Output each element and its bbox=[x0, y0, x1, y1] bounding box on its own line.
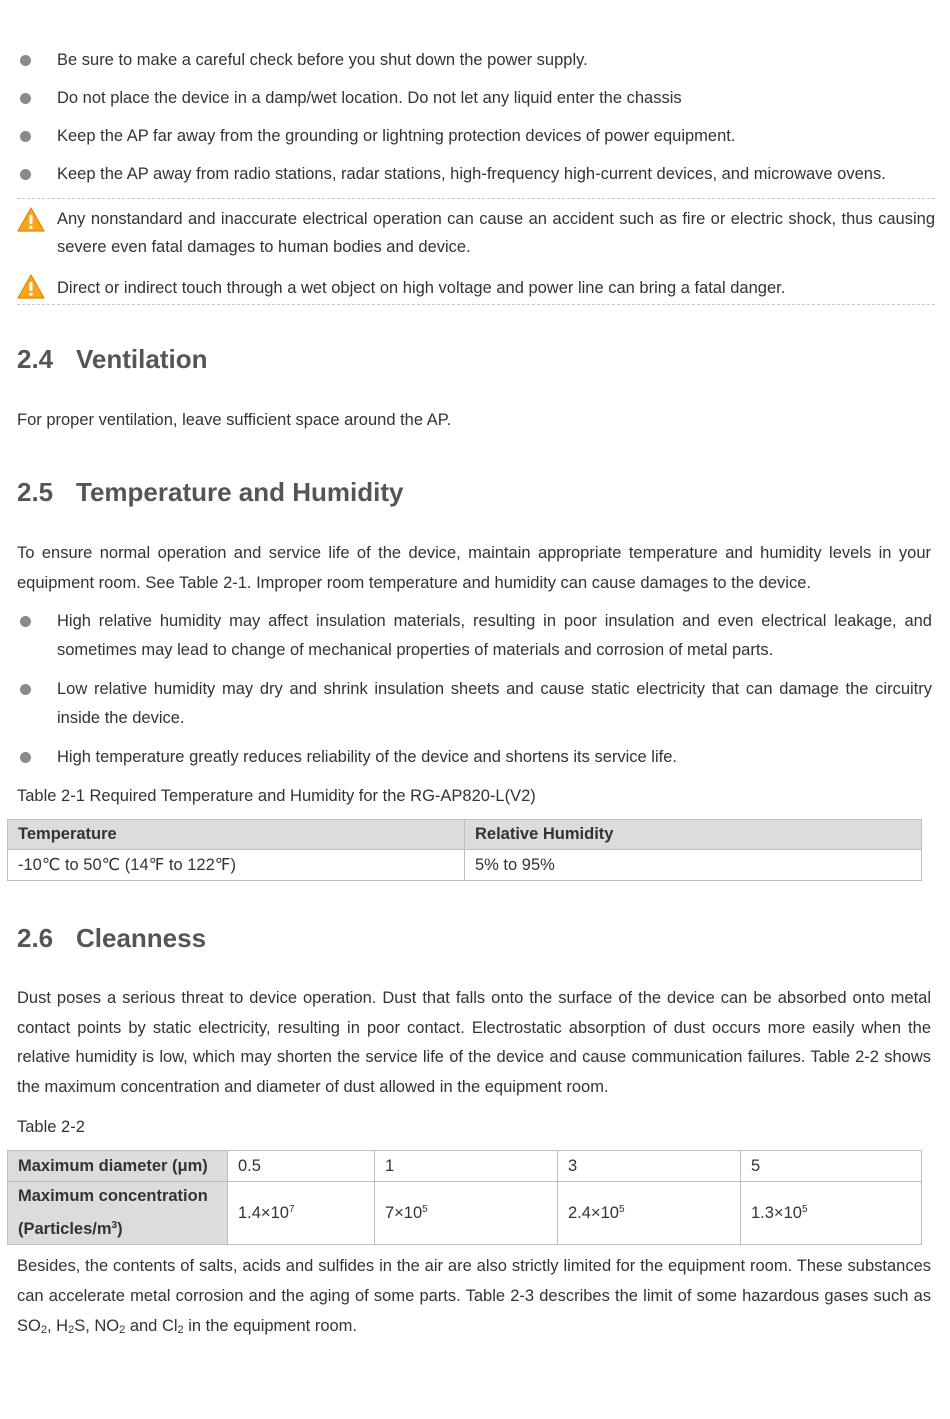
table-cell: -10℃ to 50℃ (14℉ to 122℉) bbox=[8, 850, 465, 881]
table-row bbox=[8, 1182, 922, 1245]
row-header-line: Maximum concentration bbox=[18, 1187, 208, 1205]
value-base: 1.4×10 bbox=[238, 1203, 289, 1222]
paragraph: Dust poses a serious threat to device operation. Dust that falls onto the surface of the device can be absorbed onto metal contact points by static electricity, resulting in poor contact. Electrostatic absorption of dust occurs more easily when the relative humidity is low, which may shorten the service life of the device and cause communication failures. Table 2-2 shows the maximum concentration and diameter of dust allowed in the equipment room. bbox=[17, 989, 931, 1096]
section-heading-cleanness bbox=[17, 923, 206, 954]
warning-triangle-icon bbox=[17, 207, 45, 233]
value-base: 1.3×10 bbox=[751, 1203, 802, 1222]
subscript: 2 bbox=[119, 1324, 126, 1336]
section-heading-ventilation bbox=[17, 344, 207, 375]
warning-triangle-icon bbox=[17, 274, 45, 300]
bullet-icon bbox=[20, 169, 31, 180]
warning-item bbox=[17, 205, 935, 261]
warning-text: Any nonstandard and inaccurate electrical operation can cause an accident such as fire or electric shock, thus causing severe even fatal damages to human bodies and device. bbox=[57, 210, 935, 256]
table-cell bbox=[741, 1182, 922, 1245]
table-cell: 5 bbox=[741, 1151, 922, 1182]
section-title: Temperature and Humidity bbox=[76, 477, 404, 507]
table-row bbox=[8, 850, 922, 881]
superscript: 3 bbox=[111, 1220, 118, 1231]
paragraph bbox=[17, 1251, 931, 1345]
value-exponent: 5 bbox=[801, 1203, 808, 1215]
table-cell: 3 bbox=[558, 1151, 741, 1182]
table-cell: 0.5 bbox=[228, 1151, 375, 1182]
value-base: 2.4×10 bbox=[568, 1203, 619, 1222]
subscript: 2 bbox=[40, 1324, 47, 1336]
list-item-text: Do not place the device in a damp/wet location. Do not let any liquid enter the chassis bbox=[57, 89, 682, 107]
list-item bbox=[0, 743, 950, 781]
table-header-row bbox=[8, 820, 922, 850]
warning-block bbox=[17, 198, 935, 305]
paragraph-text: Besides, the contents of salts, acids and sulfides in the air are also strictly limited for the equipment room. These substances can accelerate metal corrosion and the aging of some parts. Table 2-3 describes the limit of some hazardous gases such as SO bbox=[17, 1257, 931, 1335]
value-exponent: 5 bbox=[422, 1203, 428, 1215]
bullet-icon bbox=[20, 55, 31, 66]
table-header-cell: Temperature bbox=[8, 820, 465, 850]
section-number: 2.4 bbox=[17, 344, 54, 374]
list-item-text: Low relative humidity may dry and shrink insulation sheets and cause static electricity that can damage the circuitry inside the device. bbox=[57, 680, 932, 727]
section-title: Ventilation bbox=[76, 344, 208, 374]
bullet-icon bbox=[20, 93, 31, 104]
value-base: 7×10 bbox=[385, 1203, 423, 1222]
value-exponent: 7 bbox=[288, 1203, 295, 1215]
paragraph-text: and Cl bbox=[125, 1317, 178, 1335]
list-item bbox=[0, 46, 950, 84]
warning-text: Direct or indirect touch through a wet object on high voltage and power line can bring a fatal danger. bbox=[57, 279, 786, 297]
temperature-humidity-table bbox=[7, 819, 922, 881]
table-header-cell: Maximum diameter (μm) bbox=[8, 1151, 228, 1182]
table-cell bbox=[558, 1182, 741, 1245]
section-heading-temperature bbox=[17, 477, 403, 508]
list-item-text: Be sure to make a careful check before you shut down the power supply. bbox=[57, 51, 588, 69]
row-header-close: ) bbox=[117, 1220, 123, 1238]
dust-table bbox=[7, 1150, 922, 1245]
bullet-icon bbox=[20, 616, 31, 627]
table-cell: 5% to 95% bbox=[465, 850, 922, 881]
bullet-icon bbox=[20, 131, 31, 142]
value-exponent: 5 bbox=[618, 1203, 625, 1215]
list-item bbox=[0, 160, 950, 198]
list-item bbox=[0, 122, 950, 160]
table-header-cell bbox=[8, 1182, 228, 1245]
paragraph: To ensure normal operation and service life of the device, maintain appropriate temperature and humidity levels in your equipment room. See Table 2-1. Improper room temperature and humidity can cause damages to the device. bbox=[17, 544, 931, 592]
precaution-list bbox=[0, 46, 950, 198]
section-number: 2.5 bbox=[17, 477, 54, 507]
list-item bbox=[0, 675, 950, 743]
table-header-cell: Relative Humidity bbox=[465, 820, 922, 850]
list-item bbox=[0, 607, 950, 675]
list-item bbox=[0, 84, 950, 122]
paragraph-text: S, NO bbox=[74, 1317, 120, 1335]
subscript: 2 bbox=[177, 1324, 184, 1336]
section-number: 2.6 bbox=[17, 923, 54, 953]
table-caption: Table 2-1 Required Temperature and Humidity for the RG-AP820-L(V2) bbox=[17, 787, 536, 805]
table-row bbox=[8, 1151, 922, 1182]
bullet-icon bbox=[20, 752, 31, 763]
list-item-text: Keep the AP far away from the grounding or lightning protection devices of power equipment. bbox=[57, 127, 736, 145]
row-header-line: (Particles/m bbox=[18, 1220, 112, 1238]
paragraph-text: in the equipment room. bbox=[183, 1317, 358, 1335]
humidity-list bbox=[0, 607, 950, 781]
section-title: Cleanness bbox=[76, 923, 207, 953]
table-cell bbox=[375, 1182, 558, 1245]
list-item-text: High relative humidity may affect insulation materials, resulting in poor insulation and even electrical leakage, and sometimes may lead to change of mechanical properties of materials and corrosion of metal parts. bbox=[57, 612, 932, 659]
list-item-text: Keep the AP away from radio stations, radar stations, high-frequency high-current devices, and microwave ovens. bbox=[57, 165, 886, 183]
paragraph-text: , H bbox=[46, 1317, 69, 1335]
warning-item bbox=[17, 274, 935, 302]
subscript: 2 bbox=[68, 1324, 75, 1336]
paragraph: For proper ventilation, leave sufficient space around the AP. bbox=[17, 411, 452, 429]
list-item-text: High temperature greatly reduces reliability of the device and shortens its service life. bbox=[57, 748, 677, 766]
table-cell: 1 bbox=[375, 1151, 558, 1182]
table-cell bbox=[228, 1182, 375, 1245]
table-caption: Table 2-2 bbox=[17, 1118, 85, 1136]
bullet-icon bbox=[20, 684, 31, 695]
